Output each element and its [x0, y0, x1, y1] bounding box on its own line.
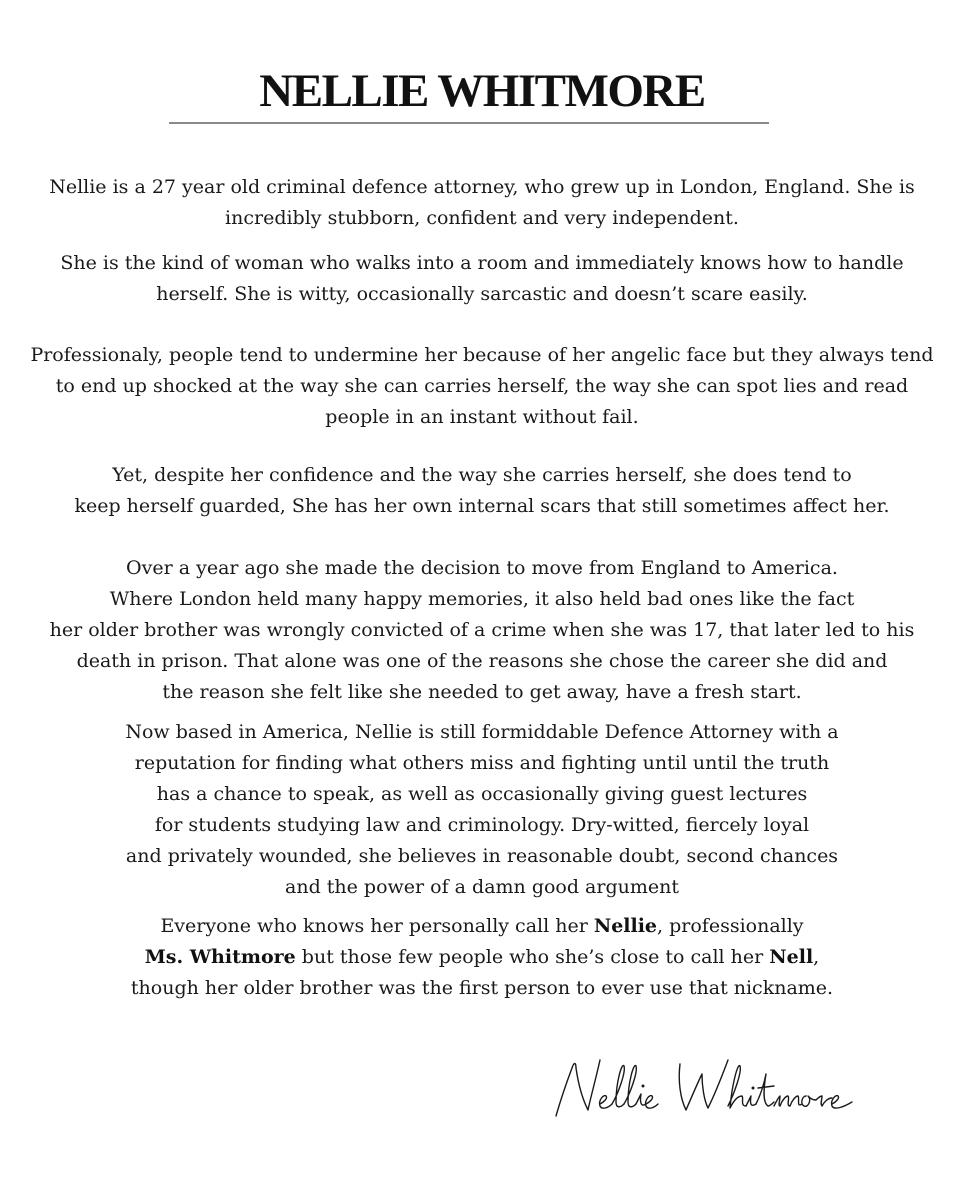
- paragraph-backstory: [0, 553, 964, 708]
- nickname-nellie: Nellie: [593, 915, 658, 937]
- text-line: [0, 911, 964, 942]
- text-line: incredibly stubborn, confident and very independent.: [225, 207, 739, 229]
- text-run: ,: [813, 946, 820, 968]
- nickname-ms-whitmore: Ms. Whitmore: [144, 946, 296, 968]
- text-line: reputation for finding what others miss and fighting until until the truth: [134, 752, 830, 774]
- text-line: to end up shocked at the way she can carries herself, the way she can spot lies and read: [55, 375, 909, 397]
- text-line: has a chance to speak, as well as occasionally giving guest lectures: [156, 783, 808, 805]
- signature-handwriting: [552, 1052, 867, 1122]
- text-line: Where London held many happy memories, it also held bad ones like the fact: [109, 588, 855, 610]
- text-line: Nellie is a 27 year old criminal defence attorney, who grew up in London, England. She is: [49, 176, 915, 198]
- text-line: [0, 942, 964, 973]
- paragraph-intro: [0, 172, 964, 234]
- nickname-nell: Nell: [769, 946, 814, 968]
- text-run: Everyone who knows her personally call her: [160, 915, 594, 937]
- text-line: Now based in America, Nellie is still formiddable Defence Attorney with a: [125, 721, 839, 743]
- signature: [552, 1052, 867, 1122]
- page-title: NELLIE WHITMORE: [259, 65, 705, 117]
- title-divider: [169, 122, 769, 124]
- text-line: keep herself guarded, She has her own internal scars that still sometimes affect her.: [74, 495, 890, 517]
- text-line: and privately wounded, she believes in reasonable doubt, second chances: [125, 845, 839, 867]
- paragraph-nicknames: [0, 911, 964, 1004]
- text-line: Professionaly, people tend to undermine her because of her angelic face but they always tend: [30, 344, 934, 366]
- text-line: for students studying law and criminology. Dry-witted, fiercely loyal: [154, 814, 810, 836]
- text-line: death in prison. That alone was one of the reasons she chose the career she did and: [76, 650, 888, 672]
- text-line: She is the kind of woman who walks into a room and immediately knows how to handle: [60, 252, 904, 274]
- paragraph-personality: [0, 248, 964, 310]
- text-line: people in an instant without fail.: [325, 406, 639, 428]
- text-line: though her older brother was the first person to ever use that nickname.: [130, 977, 834, 999]
- text-run: but those few people who she’s close to call her: [295, 946, 770, 968]
- paragraph-guarded: [0, 460, 964, 522]
- text-line: her older brother was wrongly convicted of a crime when she was 17, that later led to his: [49, 619, 915, 641]
- text-line: Over a year ago she made the decision to move from England to America.: [126, 557, 838, 579]
- text-line: and the power of a damn good argument: [285, 876, 679, 898]
- paragraph-professional: [0, 340, 964, 433]
- text-run: , professionally: [657, 915, 804, 937]
- text-line: herself. She is witty, occasionally sarcastic and doesn’t scare easily.: [156, 283, 808, 305]
- text-line: Yet, despite her confidence and the way she carries herself, she does tend to: [112, 464, 852, 486]
- paragraph-present: [0, 717, 964, 903]
- text-line: the reason she felt like she needed to get away, have a fresh start.: [162, 681, 802, 703]
